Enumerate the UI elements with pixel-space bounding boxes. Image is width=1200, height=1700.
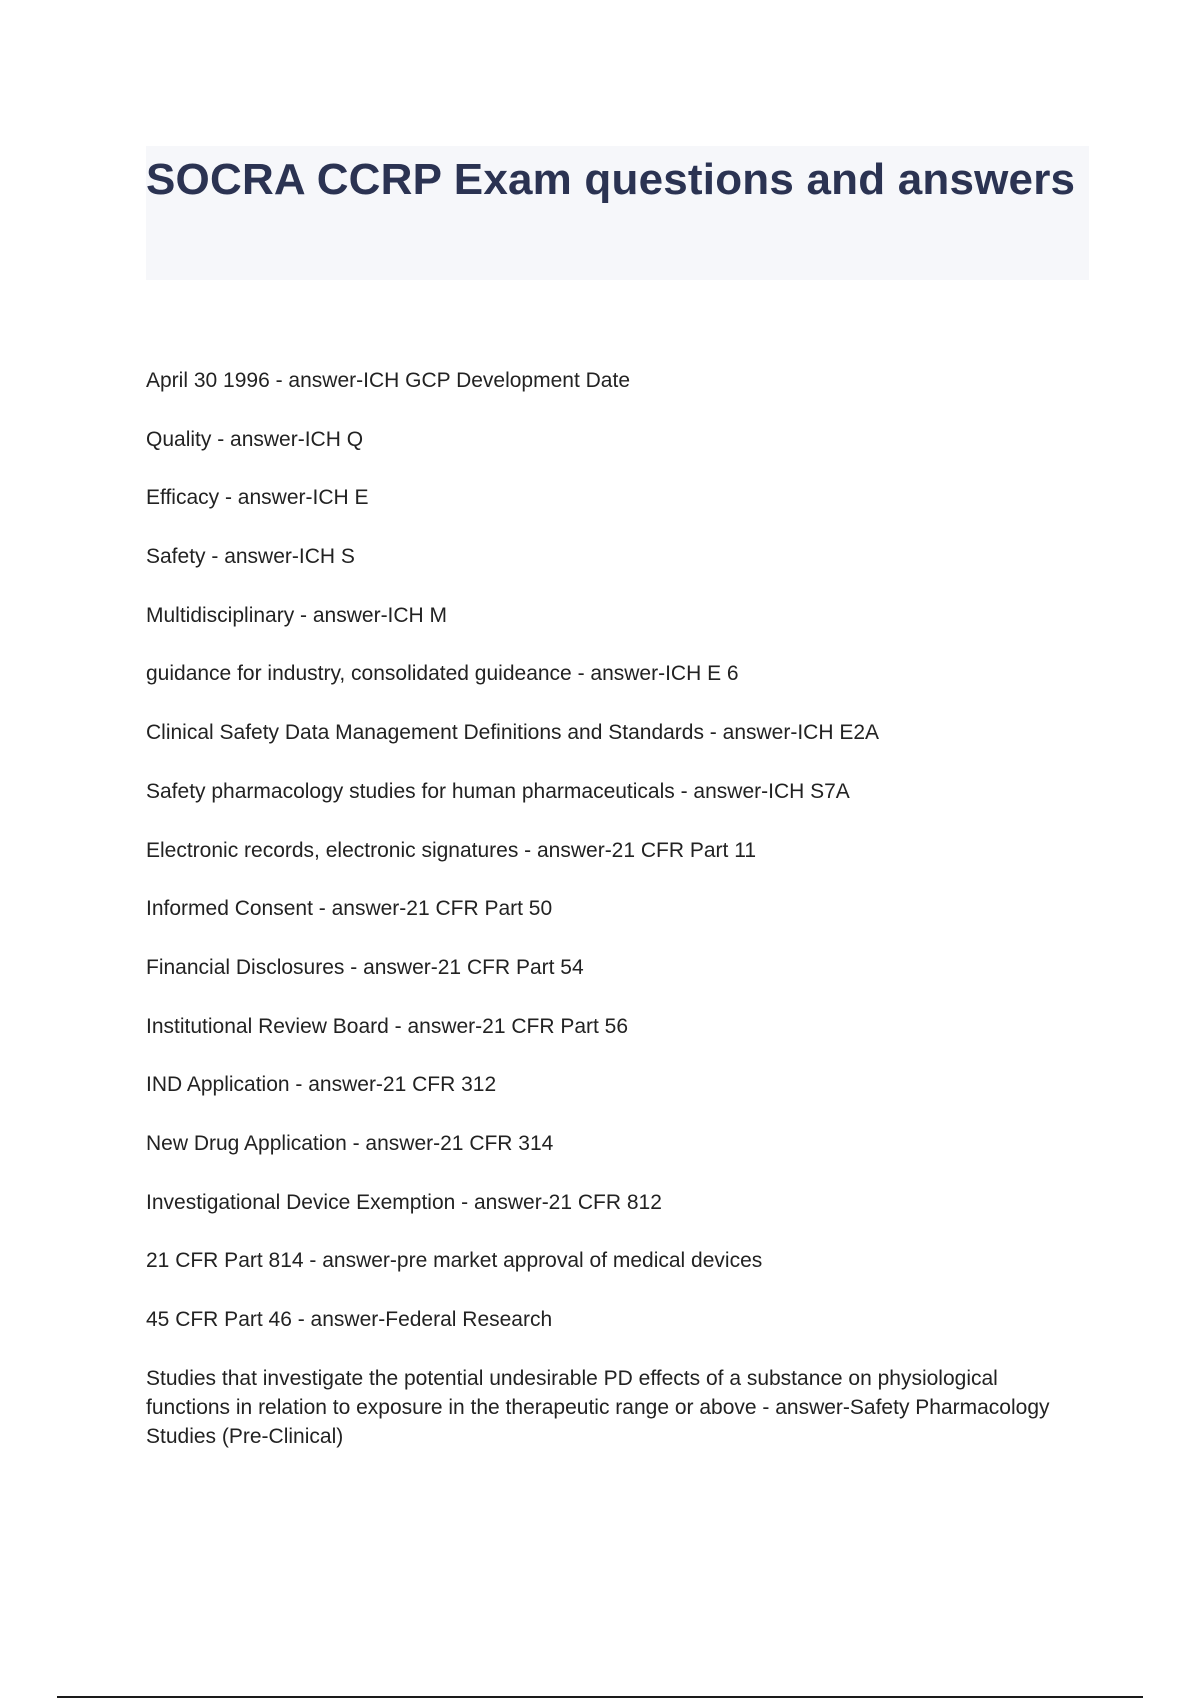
- qa-item: April 30 1996 - answer-ICH GCP Development Date: [146, 369, 630, 392]
- qa-item: Multidisciplinary - answer-ICH M: [146, 603, 448, 627]
- qa-item: Studies that investigate the potential undesirable PD effects of a substance on physiological functions in relation to exposure in the therapeutic range or above - answer-Safety Pharmacology Studies (Pre-Clinical): [146, 1366, 1050, 1448]
- qa-item: Investigational Device Exemption - answer-21 CFR 812: [146, 1190, 662, 1214]
- qa-item: Informed Consent - answer-21 CFR Part 50: [146, 897, 553, 921]
- footer-divider: [57, 1696, 1143, 1698]
- qa-item: Quality - answer-ICH Q: [146, 427, 364, 451]
- qa-item: guidance for industry, consolidated guideance - answer-ICH E 6: [146, 662, 739, 686]
- qa-item: Safety - answer-ICH S: [146, 545, 355, 569]
- qa-item: Safety pharmacology studies for human pharmaceuticals - answer-ICH S7A: [146, 779, 850, 803]
- qa-item: IND Application - answer-21 CFR 312: [146, 1073, 497, 1097]
- qa-item: 45 CFR Part 46 - answer-Federal Research: [146, 1308, 553, 1331]
- qa-list: [146, 366, 1066, 1480]
- qa-item: Efficacy - answer-ICH E: [146, 486, 369, 510]
- qa-item: Electronic records, electronic signatures - answer-21 CFR Part 11: [146, 838, 757, 862]
- qa-item: New Drug Application - answer-21 CFR 314: [146, 1131, 554, 1155]
- qa-item: Clinical Safety Data Management Definitions and Standards - answer-ICH E2A: [146, 721, 880, 745]
- page-title: SOCRA CCRP Exam questions and answers: [146, 155, 1076, 204]
- qa-item: Institutional Review Board - answer-21 CFR Part 56: [146, 1014, 629, 1038]
- qa-item: 21 CFR Part 814 - answer-pre market approval of medical devices: [146, 1249, 763, 1273]
- qa-item: Financial Disclosures - answer-21 CFR Part 54: [146, 955, 584, 979]
- title-block: [146, 146, 1089, 280]
